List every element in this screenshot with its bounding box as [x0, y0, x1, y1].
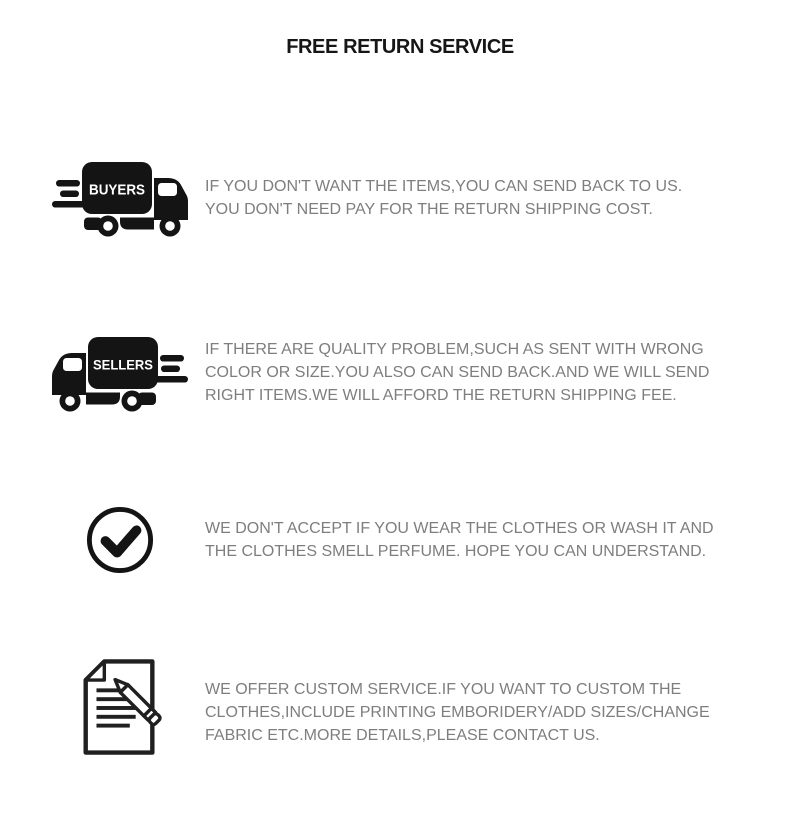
text-line: COLOR OR SIZE.YOU ALSO CAN SEND BACK.AND WE WILL SEND	[205, 364, 710, 381]
document-pencil-icon-wrap	[0, 658, 205, 756]
sellers-truck-label: SELLERS	[93, 356, 153, 372]
service-item-sellers-return	[0, 325, 800, 420]
check-circle-icon-wrap	[0, 506, 205, 574]
service-item-buyers-return	[0, 150, 800, 246]
no-worn-returns-text	[205, 517, 800, 563]
text-line: WE OFFER CUSTOM SERVICE.IF YOU WANT TO CUSTOM THE	[205, 680, 682, 698]
sellers-return-text	[205, 338, 800, 407]
text-line: THE CLOTHES SMELL PERFUME. HOPE YOU CAN UNDERSTAND.	[205, 543, 707, 560]
text-line: RIGHT ITEMS.WE WILL AFFORD THE RETURN SHIPPING FEE.	[205, 387, 677, 404]
buyers-truck-icon	[52, 158, 188, 238]
sellers-truck-icon-wrap	[0, 333, 205, 413]
text-line: IF THERE ARE QUALITY PROBLEM,SUCH AS SENT WITH WRONG	[205, 341, 704, 358]
text-line: FABRIC ETC.MORE DETAILS,PLEASE CONTACT US.	[205, 726, 600, 744]
service-item-custom-service	[0, 655, 800, 759]
check-circle-icon	[86, 506, 154, 574]
text-line: YOU DON'T NEED PAY FOR THE RETURN SHIPPING COST.	[205, 201, 653, 218]
page-title: FREE RETURN SERVICE	[286, 36, 514, 58]
buyers-truck-label: BUYERS	[89, 181, 145, 199]
buyers-truck-icon-wrap	[0, 158, 205, 238]
service-item-no-worn-returns	[0, 498, 800, 582]
text-line: IF YOU DON'T WANT THE ITEMS,YOU CAN SEND BACK TO US.	[205, 178, 683, 195]
text-line: CLOTHES,INCLUDE PRINTING EMBORIDERY/ADD SIZES/CHANGE	[205, 703, 710, 721]
text-line: WE DON'T ACCEPT IF YOU WEAR THE CLOTHES OR WASH IT AND	[205, 520, 714, 537]
sellers-truck-icon	[52, 333, 188, 413]
custom-service-text	[205, 678, 800, 747]
document-pencil-icon	[77, 658, 163, 756]
buyers-return-text	[205, 175, 800, 221]
